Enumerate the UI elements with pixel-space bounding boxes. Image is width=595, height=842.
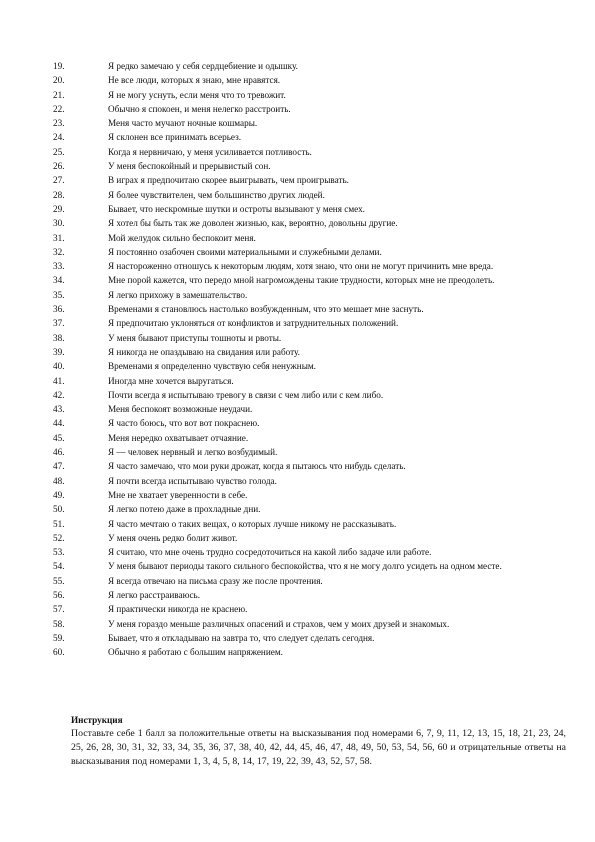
item-statement: Я часто мечтаю о таких вещах, о которых лучше никому не рассказывать. [108, 518, 397, 529]
item-number: 42. [53, 389, 65, 400]
item-number: 46. [53, 447, 65, 458]
item-number: 51. [53, 518, 65, 529]
list-item [0, 502, 595, 516]
item-statement: В играх я предпочитаю скорее выигрывать, чем проигрывать. [108, 175, 349, 186]
item-number: 40. [53, 361, 65, 372]
list-item [0, 559, 595, 573]
item-statement: Иногда мне хочется выругаться. [108, 375, 234, 386]
item-statement: У меня бывают периоды такого сильного беспокойства, что я не могу долго усидеть на одном месте. [108, 561, 502, 572]
item-number: 53. [53, 547, 65, 558]
item-statement: Я редко замечаю у себя сердцебиение и одышку. [108, 61, 298, 71]
item-statement: Мне порой кажется, что передо мной нагромождены такие трудности, которых мне не преодолеть. [108, 275, 495, 286]
instructions-text: Поставьте себе 1 балл за положительные ответы на высказывания под номерами 6, 7, 9, 11, 12, 13, 15, 18, 21, 23, 24, 25, 26, 28, 30, 31, 32, 33, 34, 35, 36, 37, 38, 40, 42, 44, 45, 46, 47, 48, 49, 50, 53, 54, 56, 60 и отрицательные ответы на высказывания под номерами 1, 3, 4, 5, 8, 14, 17, 19, 22, 39, 43, 52, 57, 58. [71, 728, 566, 768]
item-number: 41. [53, 375, 65, 386]
item-number: 52. [53, 532, 65, 543]
list-item [0, 130, 595, 144]
item-statement: Я не могу уснуть, если меня что то тревожит. [108, 89, 286, 100]
item-number: 58. [53, 618, 65, 629]
list-item [0, 574, 595, 588]
item-statement: Я настороженно отношусь к некоторым людям, хотя знаю, что они не могут причинить мне вреда. [108, 261, 494, 272]
list-item [0, 102, 595, 116]
item-number: 24. [53, 132, 65, 143]
item-number: 29. [53, 203, 65, 214]
item-statement: Я легко потею даже в прохладные дни. [108, 504, 261, 515]
list-item [0, 531, 595, 545]
item-statement: Меня беспокоят возможные неудачи. [108, 404, 253, 415]
item-statement: Я более чувствителен, чем большинство других людей. [108, 189, 325, 200]
list-item [0, 331, 595, 345]
list-item [0, 474, 595, 488]
list-item [0, 431, 595, 445]
list-item [0, 345, 595, 359]
list-item [0, 645, 595, 659]
list-item [0, 545, 595, 559]
item-number: 21. [53, 89, 65, 100]
list-item [0, 374, 595, 388]
item-number: 20. [53, 75, 65, 86]
item-number: 43. [53, 404, 65, 415]
list-item [0, 202, 595, 216]
item-number: 30. [53, 218, 65, 229]
item-statement: Я всегда отвечаю на письма сразу же после прочтения. [108, 575, 323, 586]
list-item [0, 617, 595, 631]
item-statement: Меня часто мучают ночные кошмары. [108, 118, 258, 129]
item-number: 27. [53, 175, 65, 186]
item-number: 47. [53, 461, 65, 472]
list-item [0, 359, 595, 373]
list-item [0, 216, 595, 230]
item-number: 32. [53, 246, 65, 257]
list-item [0, 388, 595, 402]
item-statement: Я почти всегда испытываю чувство голода. [108, 475, 277, 486]
item-number: 26. [53, 161, 65, 172]
item-statement: Я никогда не опаздываю на свидания или работу. [108, 346, 300, 357]
item-statement: Я постоянно озабочен своими материальными и служебными делами. [108, 246, 382, 257]
item-statement: Я часто замечаю, что мои руки дрожат, когда я пытаюсь что нибудь сделать. [108, 461, 406, 472]
item-number: 44. [53, 418, 65, 429]
list-item [0, 273, 595, 287]
item-statement: Когда я нервничаю, у меня усиливается потливость. [108, 146, 312, 157]
list-item [0, 245, 595, 259]
item-statement: Я считаю, что мне очень трудно сосредоточиться на какой либо задаче или работе. [108, 547, 432, 558]
list-item [0, 159, 595, 173]
item-number: 33. [53, 261, 65, 272]
item-statement: Меня нередко охватывает отчаяние. [108, 432, 249, 443]
item-statement: У меня очень редко болит живот. [108, 532, 238, 543]
item-statement: Временами я становлюсь настолько возбужденным, что это мешает мне заснуть. [108, 304, 424, 315]
item-statement: Я легко расстраиваюсь. [108, 589, 201, 600]
item-statement: Я легко прихожу в замешательство. [108, 289, 248, 300]
item-statement: Мне не хватает уверенности в себе. [108, 489, 248, 500]
list-item [0, 416, 595, 430]
item-number: 38. [53, 332, 65, 343]
item-statement: Я — человек нервный и легко возбудимый. [108, 447, 278, 458]
questionnaire-list [0, 59, 595, 659]
item-statement: Почти всегда я испытываю тревогу в связи с чем либо или с кем либо. [108, 389, 384, 400]
list-item [0, 188, 595, 202]
item-number: 19. [53, 61, 65, 71]
item-number: 60. [53, 647, 65, 658]
list-item [0, 402, 595, 416]
item-number: 49. [53, 489, 65, 500]
list-item [0, 259, 595, 273]
item-statement: Не все люди, которых я знаю, мне нравятся. [108, 75, 281, 86]
item-number: 22. [53, 103, 65, 114]
item-number: 23. [53, 118, 65, 129]
list-item [0, 459, 595, 473]
item-statement: Я практически никогда не краснею. [108, 604, 248, 615]
list-item [0, 488, 595, 502]
item-number: 34. [53, 275, 65, 286]
list-item [0, 602, 595, 616]
item-number: 45. [53, 432, 65, 443]
item-statement: Мой желудок сильно беспокоит меня. [108, 232, 256, 243]
instructions-heading: Инструкция [71, 715, 123, 725]
item-number: 35. [53, 289, 65, 300]
list-item [0, 59, 595, 73]
item-number: 31. [53, 232, 65, 243]
item-number: 36. [53, 304, 65, 315]
item-statement: У меня бывают приступы тошноты и рвоты. [108, 332, 282, 343]
list-item [0, 288, 595, 302]
item-statement: Временами я определенно чувствую себя ненужным. [108, 361, 316, 372]
item-number: 37. [53, 318, 65, 329]
item-number: 25. [53, 146, 65, 157]
item-statement: Бывает, что нескромные шутки и остроты вызывают у меня смех. [108, 203, 365, 214]
item-number: 50. [53, 504, 65, 515]
item-number: 48. [53, 475, 65, 486]
item-number: 28. [53, 189, 65, 200]
item-number: 39. [53, 346, 65, 357]
list-item [0, 445, 595, 459]
item-statement: Бывает, что я откладываю на завтра то, что следует сделать сегодня. [108, 632, 375, 643]
item-statement: У меня беспокойный и прерывистый сон. [108, 161, 271, 172]
list-item [0, 316, 595, 330]
list-item [0, 173, 595, 187]
item-statement: Обычно я работаю с большим напряжением. [108, 647, 283, 658]
item-number: 59. [53, 632, 65, 643]
item-number: 57. [53, 604, 65, 615]
item-statement: Я склонен все принимать всерьез. [108, 132, 242, 143]
list-item [0, 73, 595, 87]
item-statement: У меня гораздо меньше различных опасений и страхов, чем у моих друзей и знакомых. [108, 618, 450, 629]
list-item [0, 231, 595, 245]
list-item [0, 116, 595, 130]
item-number: 56. [53, 589, 65, 600]
list-item [0, 145, 595, 159]
list-item [0, 631, 595, 645]
item-number: 55. [53, 575, 65, 586]
item-statement: Обычно я спокоен, и меня нелегко расстроить. [108, 103, 291, 114]
item-statement: Я часто боюсь, что вот вот покраснею. [108, 418, 260, 429]
item-number: 54. [53, 561, 65, 572]
list-item [0, 88, 595, 102]
item-statement: Я хотел бы быть так же доволен жизнью, как, вероятно, довольны другие. [108, 218, 398, 229]
item-statement: Я предпочитаю уклоняться от конфликтов и затруднительных положений. [108, 318, 399, 329]
list-item [0, 517, 595, 531]
list-item [0, 302, 595, 316]
list-item [0, 588, 595, 602]
